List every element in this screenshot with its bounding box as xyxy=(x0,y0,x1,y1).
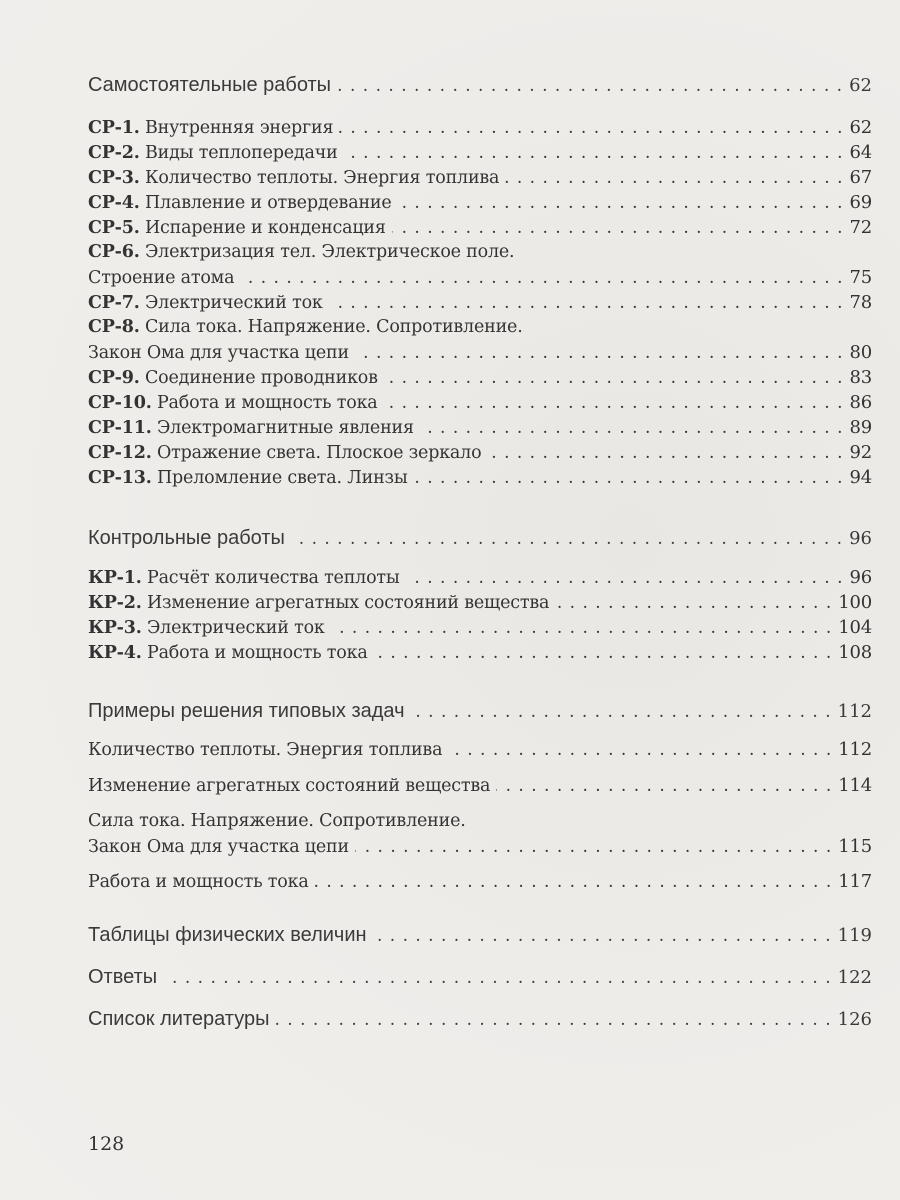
section-title: Контрольные работы xyxy=(88,527,285,549)
toc-entry xyxy=(88,367,872,393)
leader-dots xyxy=(555,593,832,613)
entry-code: КР-1. xyxy=(88,568,142,588)
toc-entry xyxy=(88,739,872,765)
toc-entry xyxy=(88,642,872,668)
section-title: Список литературы xyxy=(88,1008,270,1030)
leader-dots xyxy=(384,368,844,388)
entry-title: Изменение агрегатных состояний вещества xyxy=(141,593,550,613)
toc-entry xyxy=(88,567,872,593)
section-title: Ответы xyxy=(88,966,158,988)
page-number: 108 xyxy=(838,642,872,663)
leader-dots xyxy=(374,643,833,663)
toc-entry xyxy=(88,617,872,643)
page-number: 92 xyxy=(849,442,872,463)
page-number: 64 xyxy=(849,142,872,163)
entry-title: Расчёт количества теплоты xyxy=(141,568,400,588)
toc-section-heading xyxy=(88,700,872,726)
toc-entry-line2 xyxy=(88,267,872,293)
page-number: 80 xyxy=(849,342,872,363)
page-number: 112 xyxy=(838,739,872,760)
entry-code: СР-13. xyxy=(88,468,152,488)
leader-dots xyxy=(414,468,844,488)
entry-code: СР-2. xyxy=(88,143,140,163)
section-title: Самостоятельные работы xyxy=(88,74,332,96)
section-title: Таблицы физических величин xyxy=(88,924,367,946)
entry-code: СР-7. xyxy=(88,293,140,313)
leader-dots xyxy=(384,393,844,413)
page-number: 114 xyxy=(838,775,872,796)
leader-dots xyxy=(315,872,833,892)
entry-title: Электрический ток xyxy=(139,293,323,313)
page-number: 122 xyxy=(837,967,872,988)
page-number: 117 xyxy=(838,871,872,892)
leader-dots xyxy=(406,568,844,588)
entry-code: СР-9. xyxy=(88,368,140,388)
leader-dots xyxy=(291,529,843,549)
entry-title: Преломление света. Линзы xyxy=(151,468,408,488)
entry-title: Работа и мощность тока xyxy=(151,393,378,413)
page-number: 112 xyxy=(837,701,872,722)
toc-entry xyxy=(88,442,872,468)
leader-dots xyxy=(329,293,844,313)
toc-entry xyxy=(88,392,872,418)
page-number: 78 xyxy=(849,292,872,313)
toc-entry xyxy=(88,871,872,897)
page-number: 104 xyxy=(838,617,872,638)
toc-section-heading xyxy=(88,924,872,950)
entry-code: СР-3. xyxy=(88,168,140,188)
leader-dots xyxy=(163,968,832,988)
toc-entry-line1 xyxy=(88,317,872,343)
entry-title: Виды теплопередачи xyxy=(139,143,338,163)
page-number: 119 xyxy=(837,925,872,946)
toc-entry xyxy=(88,417,872,443)
toc-entry xyxy=(88,117,872,143)
toc-entry-line2 xyxy=(88,342,872,368)
toc-section-heading xyxy=(88,1008,872,1034)
leader-dots xyxy=(337,76,843,96)
entry-code: КР-4. xyxy=(88,643,142,663)
page-number: 62 xyxy=(849,75,872,96)
leader-dots xyxy=(398,193,844,213)
page-number: 83 xyxy=(849,367,872,388)
entry-title: Работа и мощность тока xyxy=(88,872,309,892)
toc-entry xyxy=(88,217,872,243)
entry-title: Работа и мощность тока xyxy=(141,643,368,663)
leader-dots xyxy=(355,837,832,857)
leader-dots xyxy=(344,143,844,163)
entry-code: КР-3. xyxy=(88,618,142,638)
entry-code: СР-8. xyxy=(88,317,140,337)
entry-title: Внутренняя энергия xyxy=(139,118,334,138)
entry-code: СР-6. xyxy=(88,242,140,262)
toc-section-heading xyxy=(88,74,872,100)
toc-entry xyxy=(88,775,872,801)
toc-section-heading xyxy=(88,527,872,553)
toc-entry-line2 xyxy=(88,836,872,862)
page-number: 72 xyxy=(849,217,872,238)
page-number: 86 xyxy=(849,392,872,413)
leader-dots xyxy=(505,168,843,188)
page-number: 94 xyxy=(849,467,872,488)
leader-dots xyxy=(496,776,832,796)
toc-entry xyxy=(88,192,872,218)
leader-dots xyxy=(373,926,832,946)
page-number: 96 xyxy=(849,528,872,549)
entry-title: Закон Ома для участка цепи xyxy=(88,343,349,363)
entry-title: Количество теплоты. Энергия топлива xyxy=(88,740,443,760)
entry-title: Плавление и отвердевание xyxy=(139,193,392,213)
leader-dots xyxy=(240,268,843,288)
leader-dots xyxy=(420,418,844,438)
toc-entry-line1 xyxy=(88,811,872,837)
entry-code: СР-10. xyxy=(88,393,152,413)
entry-title: Сила тока. Напряжение. Сопротивление. xyxy=(139,317,523,337)
page-number: 126 xyxy=(837,1009,872,1030)
entry-title: Электризация тел. Электрическое поле. xyxy=(139,242,515,262)
leader-dots xyxy=(487,443,843,463)
page-number: 62 xyxy=(849,117,872,138)
toc-entry xyxy=(88,292,872,318)
section-title: Примеры решения типовых задач xyxy=(88,700,405,722)
entry-title: Соединение проводников xyxy=(139,368,378,388)
toc-entry xyxy=(88,142,872,168)
leader-dots xyxy=(331,618,833,638)
entry-title: Отражение света. Плоское зеркало xyxy=(151,443,482,463)
page-number: 96 xyxy=(849,567,872,588)
entry-title: Строение атома xyxy=(88,268,235,288)
entry-code: СР-1. xyxy=(88,118,140,138)
leader-dots xyxy=(355,343,844,363)
entry-title: Количество теплоты. Энергия топлива xyxy=(139,168,500,188)
entry-title: Закон Ома для участка цепи xyxy=(88,837,349,857)
toc-entry xyxy=(88,167,872,193)
toc-section-heading xyxy=(88,966,872,992)
page-number: 89 xyxy=(849,417,872,438)
leader-dots xyxy=(275,1010,831,1030)
entry-code: КР-2. xyxy=(88,593,142,613)
toc-entry xyxy=(88,592,872,618)
page-folio: 128 xyxy=(88,1133,125,1155)
entry-code: СР-11. xyxy=(88,418,152,438)
entry-code: СР-5. xyxy=(88,218,140,238)
leader-dots xyxy=(411,702,832,722)
page-number: 75 xyxy=(849,267,872,288)
page-number: 115 xyxy=(838,836,872,857)
page-number: 67 xyxy=(849,167,872,188)
page-number: 100 xyxy=(838,592,872,613)
entry-title: Электромагнитные явления xyxy=(151,418,414,438)
entry-code: СР-4. xyxy=(88,193,140,213)
entry-title: Изменение агрегатных состояний вещества xyxy=(88,776,491,796)
entry-title: Электрический ток xyxy=(141,618,325,638)
toc-entry xyxy=(88,467,872,493)
entry-title: Сила тока. Напряжение. Сопротивление. xyxy=(88,811,466,831)
leader-dots xyxy=(339,118,843,138)
entry-title: Испарение и конденсация xyxy=(139,218,386,238)
entry-code: СР-12. xyxy=(88,443,152,463)
leader-dots xyxy=(448,740,832,760)
page-number: 69 xyxy=(849,192,872,213)
leader-dots xyxy=(392,218,844,238)
toc-entry-line1 xyxy=(88,242,872,268)
